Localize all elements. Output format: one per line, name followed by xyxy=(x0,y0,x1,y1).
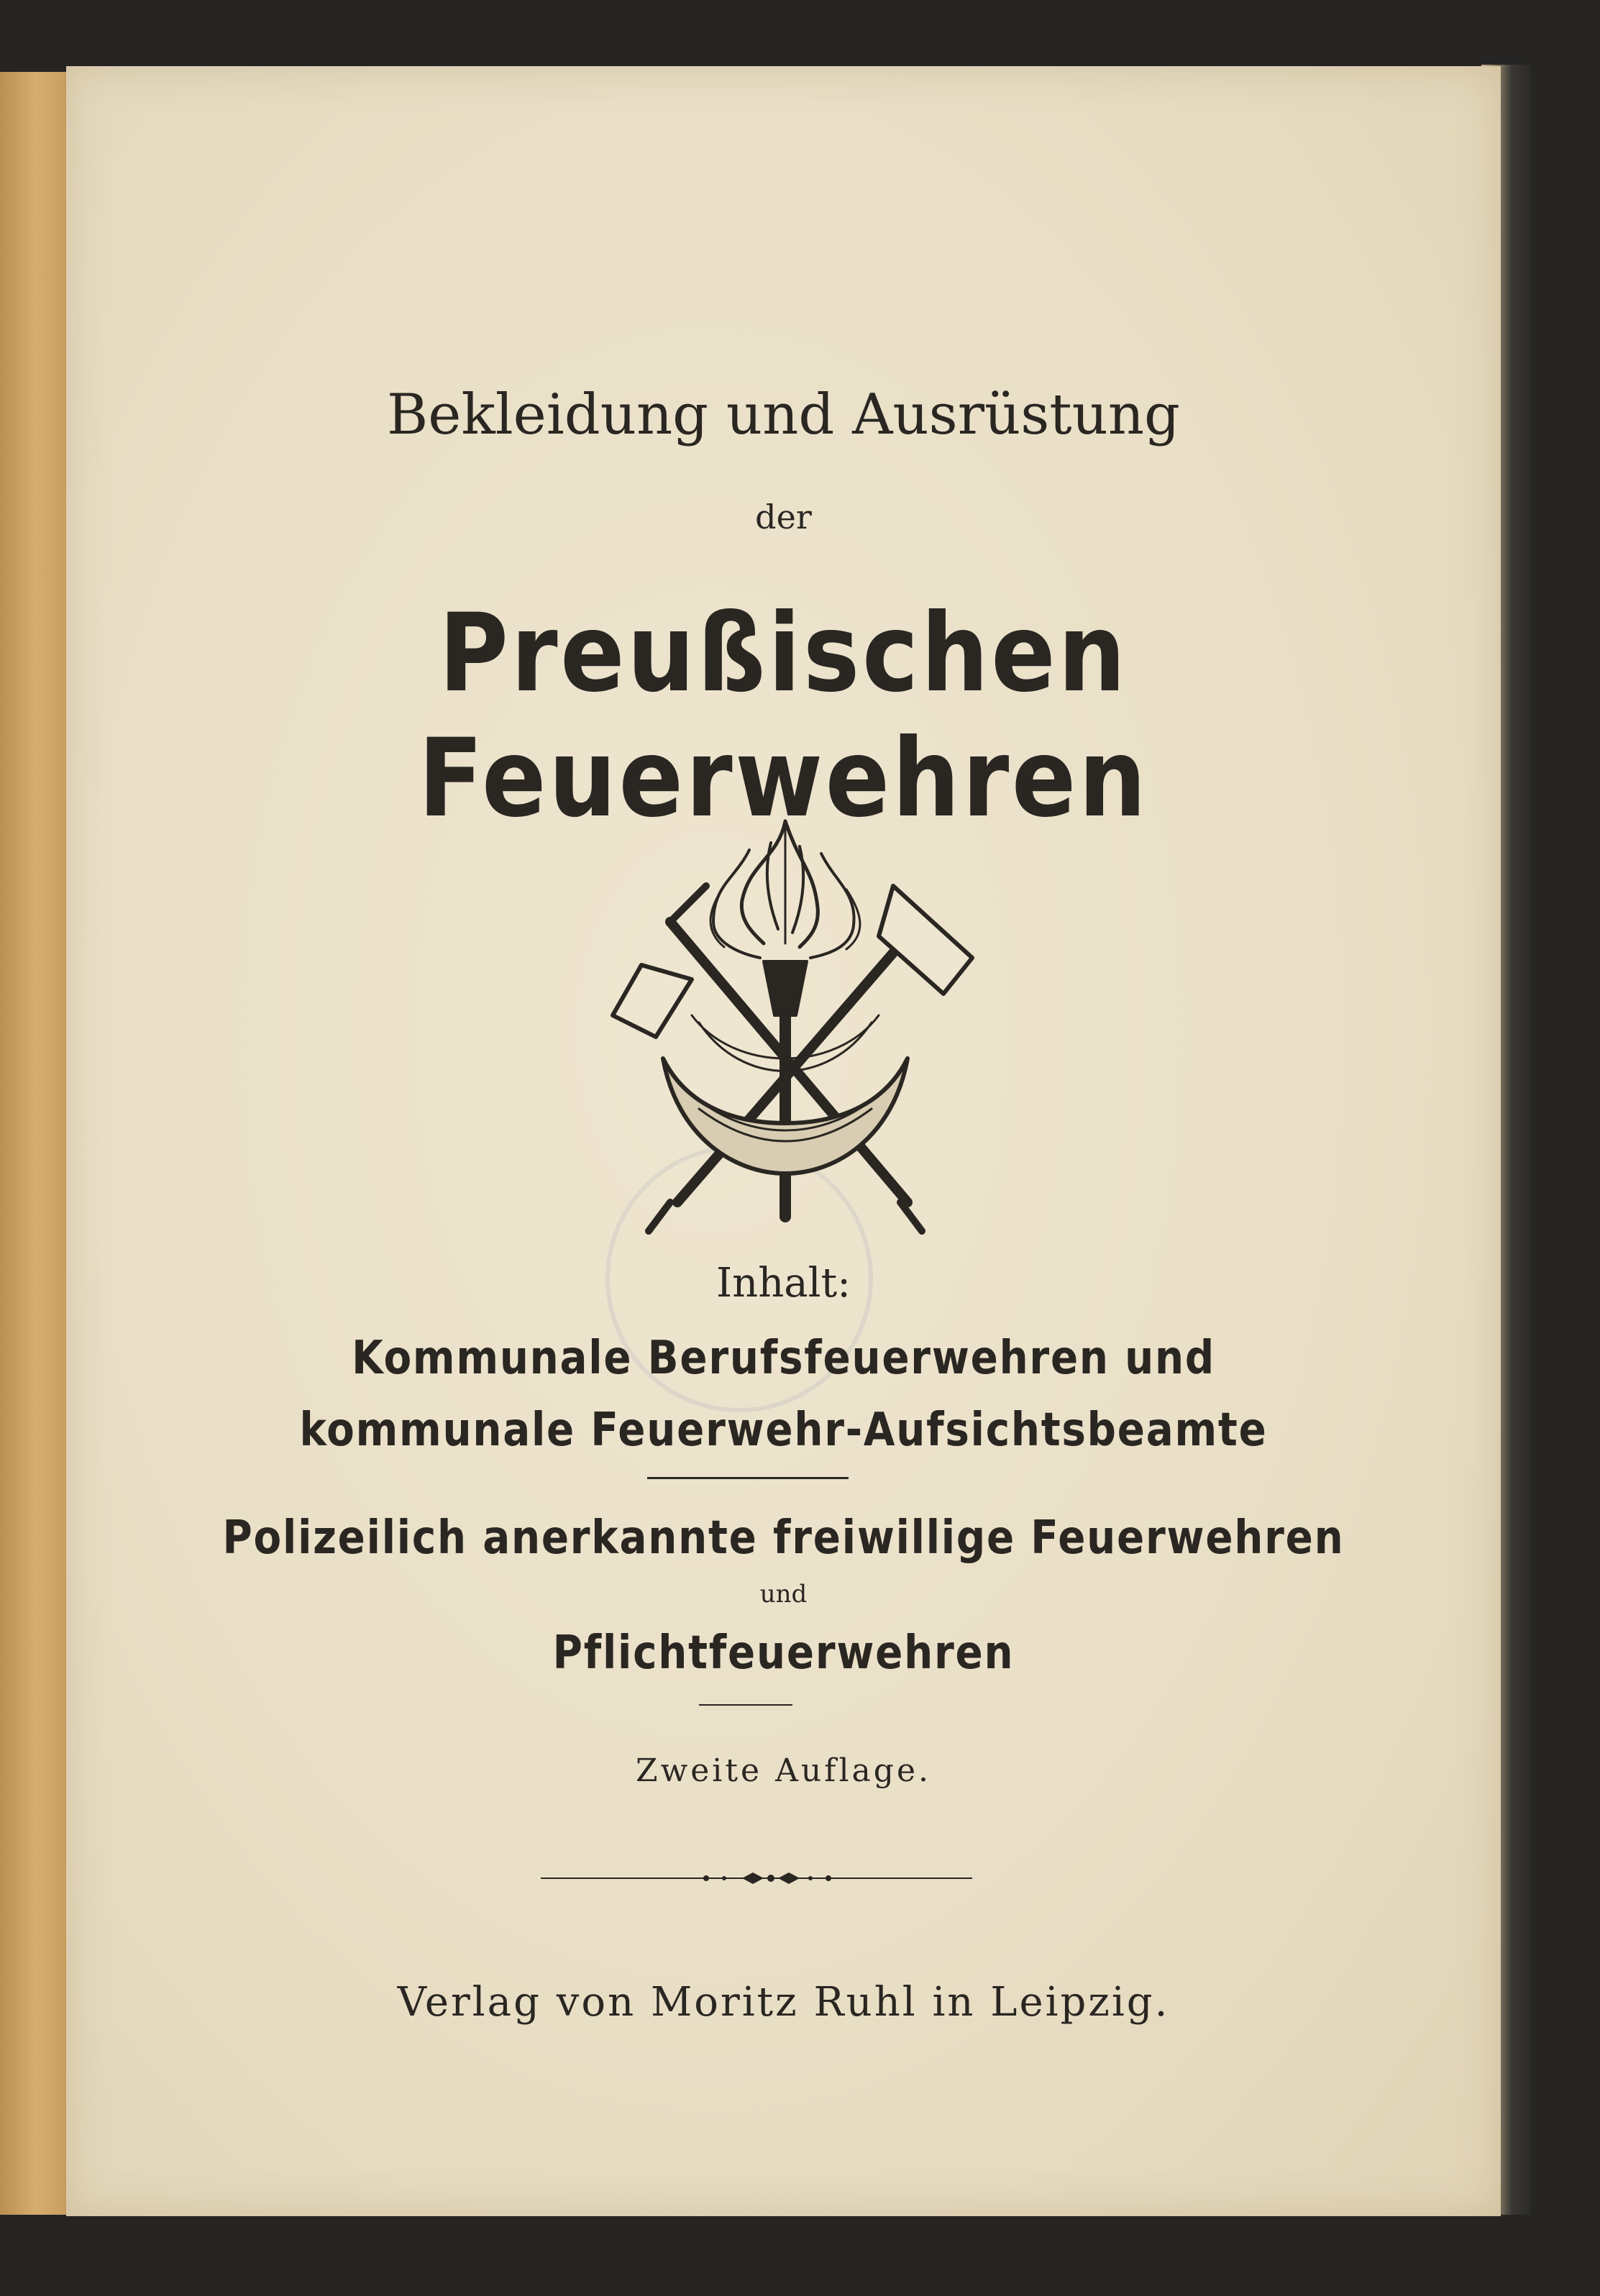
divider-rule-short xyxy=(699,1704,792,1706)
main-title: Preußischen Feuerwehren xyxy=(418,591,1149,841)
section-1-line-2: kommunale Feuerwehr-Aufsichtsbeamte xyxy=(299,1404,1268,1457)
title-der: der xyxy=(755,498,812,536)
title-page xyxy=(66,66,1501,2216)
contents-label: Inhalt: xyxy=(716,1260,851,1307)
section-2-line-1: Polizeilich anerkannte freiwillige Feuerwehren xyxy=(222,1511,1345,1565)
section-2-line-2: Pflichtfeuerwehren xyxy=(552,1627,1015,1680)
publisher-imprint: Verlag von Moritz Ruhl in Leipzig. xyxy=(397,1979,1170,2026)
edition-note: Zweite Auflage. xyxy=(636,1752,931,1789)
title-line-1: Bekleidung und Ausrüstung xyxy=(386,383,1180,447)
decorative-rule-ornament-icon xyxy=(541,1864,972,1893)
section-1-line-1: Kommunale Berufsfeuerwehren und xyxy=(352,1332,1215,1385)
divider-rule xyxy=(647,1477,849,1479)
section-2-connector: und xyxy=(759,1580,808,1609)
fire-brigade-emblem-icon xyxy=(570,800,1001,1245)
